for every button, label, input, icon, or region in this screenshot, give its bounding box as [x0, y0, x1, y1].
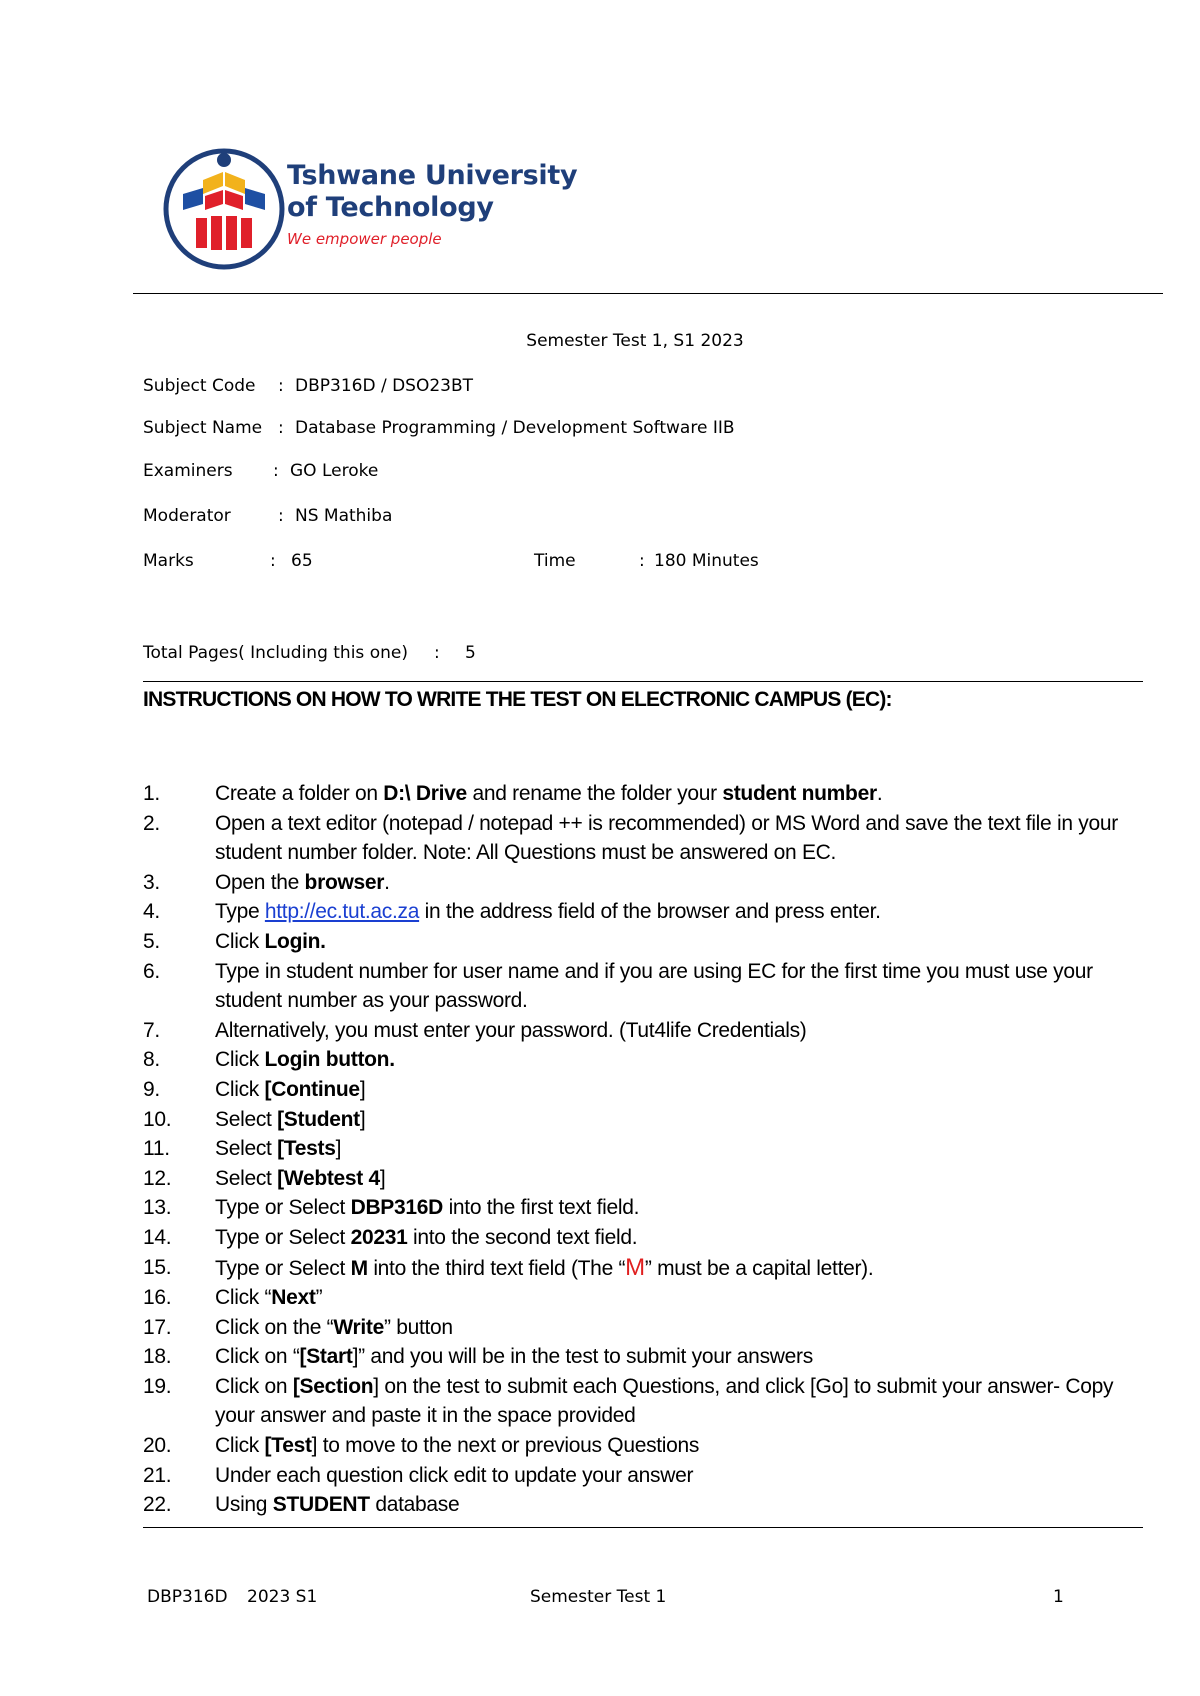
- step-bold-text: [Tests: [277, 1137, 336, 1161]
- instruction-step: [143, 1490, 1133, 1520]
- step-text: Alternatively, you must enter your password. (Tut4life Credentials): [215, 1018, 807, 1042]
- step-text: into the third text field (The “: [367, 1256, 626, 1280]
- instruction-step: [143, 809, 1133, 868]
- step-number: 11.: [143, 1137, 170, 1161]
- instruction-step: [143, 1164, 1133, 1194]
- step-number: 2.: [143, 811, 160, 835]
- step-text: Click: [215, 1077, 265, 1101]
- step-text: .: [384, 870, 390, 894]
- step-bold-text: Next: [271, 1286, 316, 1310]
- instruction-step: [143, 779, 1133, 809]
- step-text: ]: [359, 1077, 366, 1101]
- instruction-step: [143, 957, 1133, 1016]
- step-number: 3.: [143, 870, 160, 894]
- step-text: Type in student number for user name and if you are using EC for the first time you must use your student number as your password.: [215, 959, 1093, 1013]
- footer-page-number: 1: [1053, 1587, 1064, 1607]
- step-bold-text: Login button.: [264, 1048, 395, 1072]
- step-bold-text: [Start: [299, 1345, 353, 1369]
- step-bold-text: STUDENT: [272, 1493, 370, 1517]
- step-number: 13.: [143, 1196, 172, 1220]
- meta-examiners: [143, 461, 1043, 485]
- university-logo: [163, 142, 583, 272]
- instruction-step: [143, 897, 1133, 927]
- step-bold-text: D:\ Drive: [383, 782, 467, 805]
- step-bold-text: DBP316D: [350, 1196, 444, 1220]
- meta-marks-time: [143, 551, 1043, 575]
- step-text: into the second text field.: [407, 1225, 638, 1249]
- meta-value: NS Mathiba: [295, 506, 393, 526]
- instruction-step: [143, 1134, 1133, 1164]
- step-text: ]: [335, 1137, 342, 1161]
- step-number: 15.: [143, 1255, 172, 1279]
- meta-label: Examiners: [143, 461, 233, 481]
- logo-tagline: We empower people: [287, 230, 442, 248]
- meta-value: 5: [465, 643, 476, 663]
- step-bold-text: M: [350, 1256, 368, 1280]
- test-title: Semester Test 1, S1 2023: [526, 331, 744, 351]
- step-text: Open the: [215, 870, 305, 894]
- step-number: 5.: [143, 929, 160, 953]
- step-text: Click “: [215, 1286, 272, 1310]
- step-text: Click on “: [215, 1345, 300, 1369]
- meta-colon: :: [273, 461, 279, 481]
- step-text: Type: [215, 900, 265, 924]
- instruction-step: [143, 1313, 1133, 1343]
- meta-label-time: Time: [534, 551, 576, 571]
- meta-subject-code: [143, 376, 1043, 400]
- step-text: ” must be a capital letter).: [644, 1256, 874, 1280]
- instruction-step: [143, 1193, 1133, 1223]
- footer-term: 2023 S1: [247, 1587, 318, 1607]
- instruction-step: [143, 1342, 1133, 1372]
- step-number: 21.: [143, 1463, 172, 1487]
- step-highlight-text: M: [625, 1253, 645, 1281]
- meta-colon: :: [434, 643, 440, 663]
- step-text: Create a folder on: [215, 782, 384, 805]
- step-text: Type or Select: [215, 1196, 351, 1220]
- meta-label: Total Pages( Including this one): [143, 643, 408, 663]
- step-text: .: [876, 782, 883, 805]
- step-number: 12.: [143, 1166, 172, 1190]
- step-number: 9.: [143, 1077, 160, 1101]
- meta-label: Marks: [143, 551, 194, 571]
- step-number: 1.: [143, 782, 160, 805]
- step-bold-text: [Test: [264, 1434, 312, 1458]
- logo-title-line2: of Technology: [287, 192, 494, 223]
- instruction-step: [143, 1431, 1133, 1461]
- step-number: 18.: [143, 1345, 172, 1369]
- step-number: 17.: [143, 1315, 172, 1339]
- step-text: database: [369, 1493, 460, 1517]
- step-text: and rename the folder your: [466, 782, 723, 805]
- step-text: Under each question click edit to update your answer: [215, 1463, 694, 1487]
- step-number: 4.: [143, 900, 160, 924]
- instructions-bottom-divider: [143, 1527, 1143, 1528]
- step-text: ”: [315, 1286, 323, 1310]
- step-text: Using: [215, 1493, 273, 1517]
- instruction-step: [143, 1223, 1133, 1253]
- meta-colon: :: [278, 418, 284, 438]
- meta-colon: :: [278, 506, 284, 526]
- meta-colon: :: [639, 551, 645, 571]
- step-text: Open a text editor (notepad / notepad ++ is recommended) or MS Word and save the text file in your student number folder. Note: All Questions must be answered on EC.: [215, 811, 1118, 865]
- ec-url-link[interactable]: http://ec.tut.ac.za: [264, 900, 420, 924]
- meta-value: 65: [291, 551, 313, 571]
- header-divider: [133, 293, 1163, 294]
- step-text: Select: [215, 1137, 278, 1161]
- logo-title-line1: Tshwane University: [287, 160, 578, 191]
- instruction-step: [143, 1461, 1133, 1491]
- instruction-step: [143, 1283, 1133, 1313]
- meta-value: Database Programming / Development Software IIB: [295, 418, 735, 438]
- step-number: 8.: [143, 1048, 160, 1072]
- meta-value: GO Leroke: [290, 461, 379, 481]
- step-number: 7.: [143, 1018, 160, 1042]
- step-bold-text: browser: [304, 870, 385, 894]
- step-number: 16.: [143, 1286, 172, 1310]
- step-text: Click: [215, 929, 265, 953]
- meta-total-pages: [143, 643, 1043, 667]
- meta-moderator: [143, 506, 1043, 530]
- step-text: Select: [215, 1107, 278, 1131]
- instruction-step: [143, 927, 1133, 957]
- meta-label: Subject Name: [143, 418, 263, 438]
- step-text: ]: [379, 1166, 386, 1190]
- step-bold-text: [Section: [292, 1374, 374, 1398]
- step-bold-text: [Webtest 4: [277, 1166, 380, 1190]
- step-number: 6.: [143, 959, 160, 983]
- instructions-top-divider: [143, 681, 1143, 682]
- step-bold-text: Login.: [264, 929, 326, 953]
- footer-code: DBP316D: [147, 1587, 228, 1607]
- step-text: Click on the “: [215, 1315, 334, 1339]
- step-text: ]: [359, 1107, 366, 1131]
- instructions-title: INSTRUCTIONS ON HOW TO WRITE THE TEST ON ELECTRONIC CAMPUS (EC):: [143, 688, 892, 711]
- footer-title: Semester Test 1: [530, 1587, 667, 1607]
- step-number: 20.: [143, 1434, 172, 1458]
- step-bold-text: student number: [722, 782, 877, 805]
- step-text: Click: [215, 1434, 265, 1458]
- meta-value-time: 180 Minutes: [654, 551, 759, 571]
- step-text: Select: [215, 1166, 278, 1190]
- step-text: Type or Select: [215, 1256, 351, 1280]
- instruction-step: [143, 1105, 1133, 1135]
- meta-colon: :: [270, 551, 276, 571]
- step-bold-text: [Continue: [264, 1077, 360, 1101]
- instructions-list: [143, 779, 1133, 1520]
- meta-label: Subject Code: [143, 376, 256, 396]
- step-number: 22.: [143, 1493, 172, 1517]
- step-bold-text: [Student: [277, 1107, 360, 1131]
- step-text: into the first text field.: [443, 1196, 640, 1220]
- instruction-step: [143, 1045, 1133, 1075]
- step-text: ] on the test to submit each Questions, and click [Go] to submit your answer- Copy your answer and paste it in the space provided: [215, 1374, 1114, 1428]
- step-number: 10.: [143, 1107, 172, 1131]
- instruction-step: [143, 1372, 1133, 1431]
- step-text: Click on: [215, 1374, 293, 1398]
- instruction-step: [143, 1075, 1133, 1105]
- meta-subject-name: [143, 418, 1043, 442]
- step-bold-text: Write: [333, 1315, 384, 1339]
- meta-colon: :: [278, 376, 284, 396]
- step-bold-text: 20231: [350, 1225, 408, 1249]
- instruction-step: [143, 868, 1133, 898]
- step-text: Click: [215, 1048, 265, 1072]
- step-text: ” button: [383, 1315, 453, 1339]
- tut-emblem-icon: [163, 142, 288, 272]
- meta-label: Moderator: [143, 506, 231, 526]
- step-text: ]” and you will be in the test to submit your answers: [352, 1345, 813, 1369]
- step-number: 14.: [143, 1225, 172, 1249]
- step-text: Type or Select: [215, 1225, 351, 1249]
- step-text: ] to move to the next or previous Questions: [311, 1434, 700, 1458]
- step-text: in the address field of the browser and press enter.: [419, 900, 881, 924]
- step-number: 19.: [143, 1374, 172, 1398]
- instruction-step: [143, 1253, 1133, 1284]
- meta-value: DBP316D / DSO23BT: [295, 376, 474, 396]
- instruction-step: [143, 1016, 1133, 1046]
